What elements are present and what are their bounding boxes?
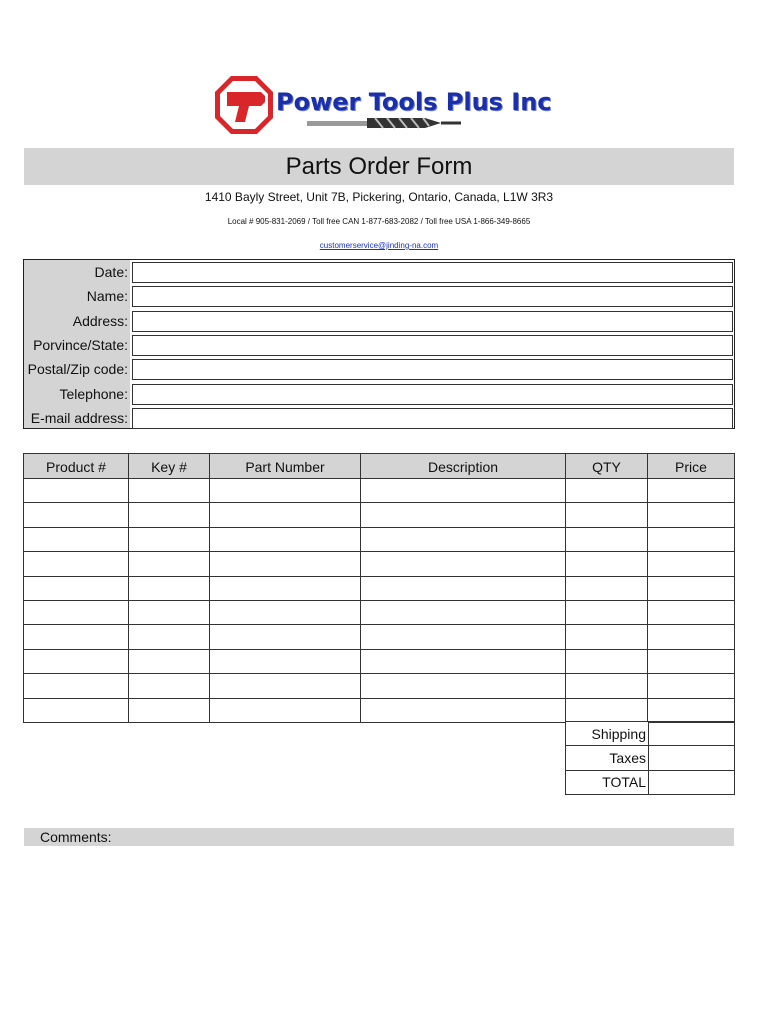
parts-table-cell[interactable] — [566, 479, 648, 503]
parts-table-cell[interactable] — [648, 503, 735, 527]
comments-label: Comments: — [40, 829, 112, 845]
parts-table-cell[interactable] — [566, 698, 648, 722]
parts-table-cell[interactable] — [361, 600, 566, 624]
company-address: 1410 Bayly Street, Unit 7B, Pickering, Ontario, Canada, L1W 3R3 — [204, 190, 554, 204]
customer-field-label: Date: — [94, 264, 128, 280]
parts-table-cell[interactable] — [361, 479, 566, 503]
parts-table-cell[interactable] — [210, 674, 361, 698]
parts-table-cell[interactable] — [566, 576, 648, 600]
parts-table-cell[interactable] — [361, 625, 566, 649]
customer-info-row — [24, 260, 734, 284]
company-email-link[interactable]: customerservice@jinding-na.com — [319, 241, 439, 250]
parts-table-cell[interactable] — [648, 698, 735, 722]
form-title-bar — [24, 148, 734, 185]
parts-table-header — [24, 454, 735, 479]
column-header: Product # — [24, 454, 129, 479]
parts-table — [23, 453, 735, 723]
parts-table-cell[interactable] — [648, 649, 735, 673]
parts-table-cell[interactable] — [361, 576, 566, 600]
total-label: TOTAL — [566, 770, 649, 794]
customer-info-row — [24, 333, 734, 357]
parts-table-row — [24, 625, 735, 649]
parts-table-cell[interactable] — [210, 625, 361, 649]
parts-table-cell[interactable] — [648, 527, 735, 551]
parts-table-cell[interactable] — [129, 649, 210, 673]
taxes-label: Taxes — [566, 746, 649, 770]
parts-table-cell[interactable] — [648, 552, 735, 576]
total-input[interactable] — [649, 770, 735, 794]
customer-info-row — [24, 284, 734, 308]
parts-table-cell[interactable] — [566, 503, 648, 527]
totals-row-taxes — [566, 746, 735, 770]
parts-table-cell[interactable] — [129, 527, 210, 551]
parts-table-cell[interactable] — [129, 552, 210, 576]
parts-table-cell[interactable] — [129, 503, 210, 527]
customer-field-label: Name: — [86, 288, 128, 305]
parts-table-cell[interactable] — [648, 479, 735, 503]
parts-table-cell[interactable] — [566, 649, 648, 673]
parts-table-cell[interactable] — [361, 503, 566, 527]
company-name: Power Tools Plus Inc — [276, 88, 552, 116]
parts-table-cell[interactable] — [210, 698, 361, 722]
customer-info-row — [24, 357, 734, 381]
parts-table-cell[interactable] — [24, 674, 129, 698]
column-header: Description — [361, 454, 566, 479]
parts-table-cell[interactable] — [648, 576, 735, 600]
parts-table-cell[interactable] — [566, 527, 648, 551]
totals-row-shipping — [566, 722, 735, 746]
parts-table-cell[interactable] — [566, 674, 648, 698]
customer-field-input[interactable] — [132, 262, 733, 283]
parts-table-cell[interactable] — [24, 552, 129, 576]
parts-table-cell[interactable] — [361, 674, 566, 698]
column-header: QTY — [566, 454, 648, 479]
customer-field-label: Porvince/State: — [33, 336, 128, 353]
parts-table-cell[interactable] — [648, 625, 735, 649]
customer-info-row — [24, 382, 734, 406]
parts-table-cell[interactable] — [24, 503, 129, 527]
company-phones: Local # 905-831-2069 / Toll free CAN 1-877-683-2082 / Toll free USA 1-866-349-8665 — [227, 217, 531, 226]
parts-table-cell[interactable] — [566, 625, 648, 649]
parts-table-row — [24, 649, 735, 673]
parts-table-cell[interactable] — [210, 479, 361, 503]
parts-table-cell[interactable] — [210, 600, 361, 624]
customer-info-row — [24, 309, 734, 333]
parts-table-cell[interactable] — [566, 600, 648, 624]
parts-table-cell[interactable] — [129, 600, 210, 624]
parts-table-cell[interactable] — [361, 527, 566, 551]
customer-field-label: E-mail address: — [30, 409, 128, 426]
parts-table-cell[interactable] — [210, 503, 361, 527]
customer-field-label: Telephone: — [59, 385, 128, 402]
parts-table-cell[interactable] — [361, 649, 566, 673]
customer-field-input[interactable] — [132, 384, 733, 405]
parts-table-cell[interactable] — [24, 649, 129, 673]
taxes-input[interactable] — [649, 746, 735, 770]
parts-table-row — [24, 576, 735, 600]
parts-table-cell[interactable] — [361, 552, 566, 576]
parts-table-row — [24, 479, 735, 503]
parts-table-cell[interactable] — [210, 576, 361, 600]
parts-table-row — [24, 674, 735, 698]
parts-table-cell[interactable] — [24, 527, 129, 551]
parts-table-row — [24, 527, 735, 551]
parts-table-cell[interactable] — [566, 552, 648, 576]
column-header: Part Number — [210, 454, 361, 479]
parts-table-cell[interactable] — [24, 479, 129, 503]
form-title: Parts Order Form — [285, 152, 473, 180]
customer-info-row — [24, 406, 734, 430]
parts-table-cell[interactable] — [129, 479, 210, 503]
customer-field-input[interactable] — [132, 286, 733, 307]
parts-table-cell[interactable] — [24, 600, 129, 624]
parts-table-cell[interactable] — [648, 674, 735, 698]
parts-table-cell[interactable] — [24, 625, 129, 649]
parts-table-cell[interactable] — [129, 576, 210, 600]
parts-table-cell[interactable] — [210, 552, 361, 576]
parts-table-cell[interactable] — [648, 600, 735, 624]
customer-info-section — [23, 259, 735, 429]
customer-field-input[interactable] — [132, 311, 733, 332]
parts-table-row — [24, 552, 735, 576]
customer-field-label: Postal/Zip code: — [27, 361, 128, 378]
parts-table-cell[interactable] — [129, 674, 210, 698]
column-header: Price — [648, 454, 735, 479]
totals-row-total — [566, 770, 735, 794]
parts-table-cell[interactable] — [24, 576, 129, 600]
shipping-input[interactable] — [649, 722, 735, 746]
customer-field-input[interactable] — [132, 359, 733, 380]
customer-field-label: Address: — [72, 312, 128, 329]
comments-section — [24, 828, 734, 846]
parts-table-row — [24, 600, 735, 624]
parts-table-cell[interactable] — [361, 698, 566, 722]
column-header: Key # — [129, 454, 210, 479]
parts-table-row — [24, 503, 735, 527]
parts-table-cell[interactable] — [129, 625, 210, 649]
parts-table-cell[interactable] — [210, 527, 361, 551]
parts-table-cell[interactable] — [24, 698, 129, 722]
parts-table-cell[interactable] — [129, 698, 210, 722]
parts-table-row — [24, 698, 735, 722]
shipping-label: Shipping — [566, 722, 649, 746]
customer-field-input[interactable] — [132, 408, 733, 429]
customer-field-input[interactable] — [132, 335, 733, 356]
parts-table-cell[interactable] — [210, 649, 361, 673]
totals-table — [565, 721, 735, 795]
